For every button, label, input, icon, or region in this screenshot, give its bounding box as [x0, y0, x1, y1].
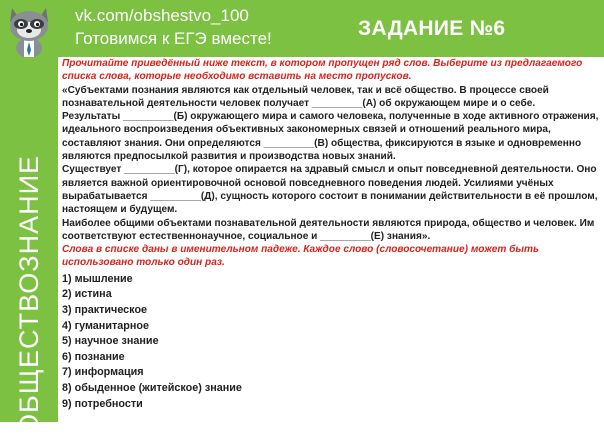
- subject-sidebar: [0, 57, 58, 435]
- option-item: 2) истина: [62, 288, 112, 301]
- option-item: 9) потребности: [62, 397, 143, 410]
- tagline: Готовимся к ЕГЭ вместе!: [75, 29, 272, 48]
- option-item: 7) информация: [62, 366, 144, 379]
- options-list: [62, 272, 600, 412]
- option-item: 8) обыденное (житейское) знание: [62, 381, 242, 394]
- passage-paragraph-3: Существует _________(Г), которое опирается на здравый смысл и опыт повседневной деятельности. Оно является важной ориентировочной основой повседневного поведения людей. Усилиями учёных вырабатывается _________(Д), сущность которого состоит в понимании действительности в её прошлом, настоящем и будущем.: [62, 164, 598, 216]
- passage-paragraph-2: Результаты _________(Б) окружающего мира и самого человека, полученные в ходе активного отражения, идеального воспроизведения объективных закономерных связей и отношений реального мира, составляют знания. Они определяются _________(В) общества, фиксируются в языке и одновременно являются предпосылкой развития и производства новых знаний.: [62, 111, 599, 163]
- task-note: Слова в списке даны в именительном падеже. Каждое слово (словосочетание) может быть использовано только один раз.: [62, 244, 539, 269]
- passage-paragraph-1: «Субъектами познания являются как отдельный человек, так и всё общество. В процессе своей познавательной деятельности человек получает _________(А) об окружающем мире и о себе.: [62, 84, 549, 109]
- header-banner: [0, 0, 604, 57]
- passage-paragraph-4: Наиболее общими объектами познавательной деятельности являются природа, общество и человек. Им соответствуют естественнонаучное, социальное и _________(Е) знания».: [62, 217, 595, 242]
- subject-label: ОБЩЕСТВОЗНАНИЕ: [14, 155, 44, 435]
- task-instruction: Прочитайте приведённый ниже текст, в котором пропущен ряд слов. Выберите из предлагаемого списка слова, которые необходимо вставить на место пропусков.: [62, 58, 583, 83]
- task-title: ЗАДАНИЕ №6: [358, 17, 506, 40]
- task-content: [62, 57, 600, 412]
- option-item: 5) научное знание: [62, 335, 159, 348]
- option-item: 4) гуманитарное: [62, 319, 149, 332]
- raccoon-mascot-icon: [2, 0, 58, 57]
- vk-group-link[interactable]: vk.com/obshestvo_100: [75, 6, 249, 25]
- option-item: 6) познание: [62, 350, 125, 363]
- option-item: 1) мышление: [62, 272, 133, 285]
- option-item: 3) практическое: [62, 303, 148, 316]
